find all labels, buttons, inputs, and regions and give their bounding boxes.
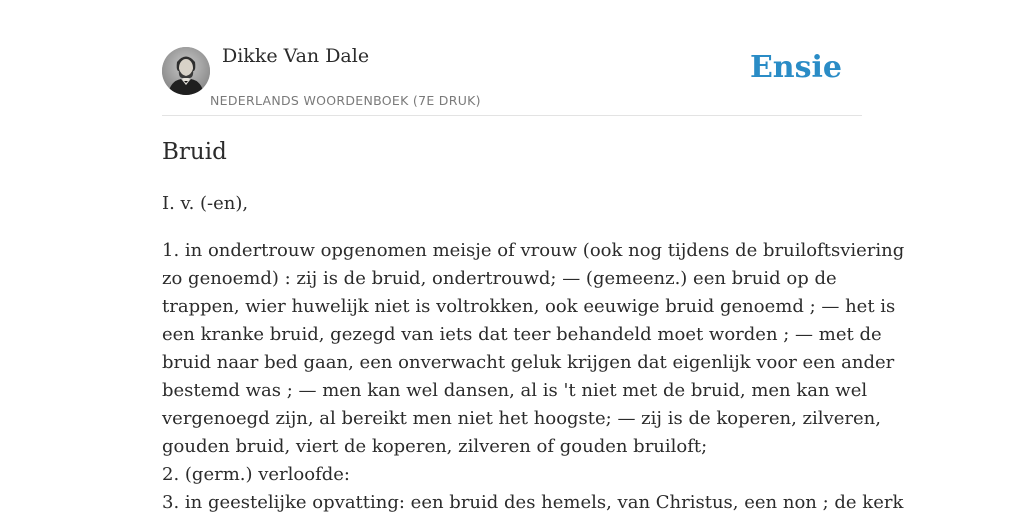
definition-line: 3. in geestelijke opvatting: een bruid des hemels, van Christus, een non ; de kerk	[162, 492, 904, 512]
avatar[interactable]	[162, 47, 210, 95]
definition-line: I. v. (-en),	[162, 193, 249, 214]
source-title-link[interactable]: Dikke Van Dale	[222, 45, 370, 67]
definition-line: bestemd was ; — men kan wel dansen, al is 't niet met de bruid, men kan wel	[162, 380, 868, 401]
content-container	[162, 0, 905, 512]
definition-line: gouden bruid, viert de koperen, zilveren of gouden bruiloft;	[162, 436, 708, 457]
definition-line: bruid naar bed gaan, een onverwacht geluk krijgen dat eigenlijk voor een ander	[162, 352, 895, 373]
portrait-photo-icon	[162, 47, 210, 95]
definition-line: een kranke bruid, gezegd van iets dat teer behandeld moet worden ; — met de	[162, 324, 882, 345]
definition-line: trappen, wier huwelijk niet is voltrokken, ook eeuwige bruid genoemd ; — het is	[162, 296, 896, 317]
definition-line: 2. (germ.) verloofde:	[162, 464, 350, 485]
brand-logo[interactable]: Ensie	[749, 50, 842, 85]
source-header	[162, 0, 862, 116]
source-subtitle[interactable]: NEDERLANDS WOORDENBOEK (7E DRUK)	[210, 93, 481, 108]
definition-line: 1. in ondertrouw opgenomen meisje of vrouw (ook nog tijdens de bruiloftsviering	[162, 240, 905, 261]
definition-text	[162, 190, 905, 512]
paragraph-gap	[162, 218, 862, 237]
definition-line: vergenoegd zijn, al bereikt men niet het hoogste; — zij is de koperen, zilveren,	[162, 408, 881, 429]
definition-line: zo genoemd) : zij is de bruid, ondertrouwd; — (gemeenz.) een bruid op de	[162, 268, 837, 289]
word-title: Bruid	[162, 139, 227, 165]
